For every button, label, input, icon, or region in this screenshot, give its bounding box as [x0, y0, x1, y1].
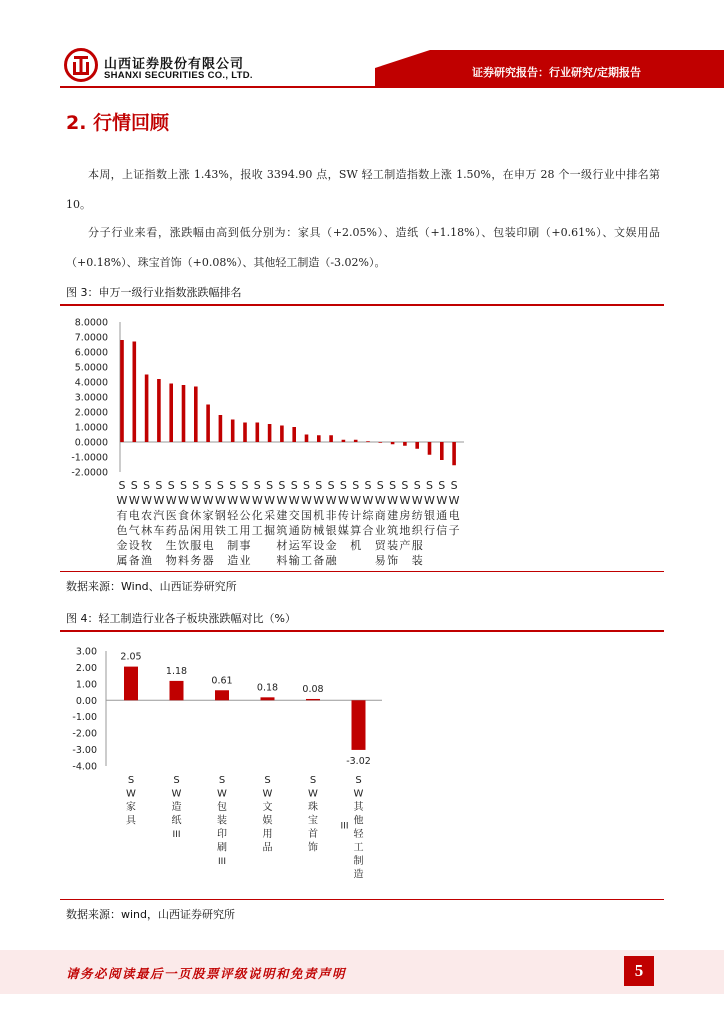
bar: [415, 442, 419, 449]
section-title: 2. 行情回顾: [66, 112, 170, 134]
bar: [379, 442, 383, 443]
x-tick-label: S W 文娱用品: [262, 775, 273, 854]
x-tick-label: S W 机械设备: [313, 479, 325, 567]
x-tick-label: S W 综合: [362, 479, 374, 537]
paragraph-1: [66, 160, 660, 220]
x-tick-label: S W 包装印刷 III: [217, 775, 227, 867]
x-tick-label: S W 珠宝首饰: [308, 775, 318, 854]
y-tick-label: 2.00: [75, 662, 97, 674]
data-label: 1.18: [165, 665, 188, 677]
figure-4-top-rule: [60, 630, 664, 632]
figure-3-top-rule: [60, 304, 664, 306]
y-tick-label: -1.0000: [71, 452, 108, 464]
x-tick-label: S W 银行: [424, 479, 435, 537]
paragraph-1-text: 本周，上证指数上涨 1.43%，报收 3394.90 点，SW 轻工制造指数上涨 1.50%，在申万 28 个一级行业中排名第 10。: [66, 168, 660, 211]
figure-4-title: 图 4：轻工制造行业各子板块涨跌幅对比（%）: [66, 612, 296, 625]
x-tick-label: S W 家用电器: [202, 479, 214, 567]
data-label: 0.61: [211, 675, 233, 687]
y-tick-label: 6.0000: [74, 347, 108, 359]
bar: [170, 681, 184, 700]
bar: [169, 384, 173, 443]
x-tick-label: S W 纺织服装: [411, 479, 423, 567]
figure-3-title: 图 3：申万一级行业指数涨跌幅排名: [66, 286, 242, 299]
x-tick-label: S W 休闲服务: [190, 479, 202, 567]
x-tick-label: S W 其他轻工制造III: [340, 775, 364, 881]
bar: [329, 435, 333, 442]
figure-3-source: 数据来源：Wind、山西证券研究所: [66, 580, 237, 593]
x-tick-label: S W 汽车: [153, 479, 165, 537]
bar: [452, 442, 456, 465]
bar: [354, 440, 358, 442]
report-type: 证券研究报告：行业研究/定期报告: [472, 66, 642, 79]
data-label: 2.05: [120, 651, 142, 663]
y-tick-label: 0.0000: [74, 437, 108, 449]
sub-sector-chart: [60, 636, 664, 898]
x-tick-label: S W 公用事业: [239, 479, 251, 567]
x-tick-label: S W 电子: [448, 479, 460, 537]
bar: [124, 667, 138, 701]
bar: [231, 420, 235, 443]
x-tick-label: S W 化工: [251, 479, 263, 537]
y-tick-label: 8.0000: [74, 317, 108, 329]
page-header: [0, 0, 724, 92]
x-tick-label: S W 有色金属: [116, 479, 128, 567]
paragraph-2: [66, 218, 660, 278]
figure-4-bottom-rule: [60, 899, 664, 900]
y-tick-label: 7.0000: [74, 332, 108, 344]
bar: [206, 405, 210, 443]
x-tick-label: S W 交通运输: [288, 479, 300, 567]
x-tick-label: S W 商业贸易: [374, 479, 386, 567]
x-tick-label: S W 房地产: [399, 479, 411, 552]
x-tick-label: S W 农林牧渔: [141, 479, 153, 567]
company-name-cn: 山西证券股份有限公司: [104, 57, 245, 72]
page-footer: [0, 950, 724, 994]
bar: [145, 375, 149, 443]
figure-4-source: 数据来源：wind，山西证券研究所: [66, 908, 236, 921]
bar: [219, 415, 223, 442]
bar: [280, 426, 284, 443]
x-tick-label: S W 传媒: [337, 479, 349, 537]
footer-disclaimer: 请务必阅读最后一页股票评级说明和免责声明: [66, 966, 347, 981]
bar: [428, 442, 432, 455]
company-name-en: SHANXI SECURITIES CO., LTD.: [104, 70, 253, 81]
data-label: 0.18: [256, 682, 279, 694]
y-tick-label: 3.0000: [74, 392, 108, 404]
bar: [157, 379, 161, 442]
data-label: 0.08: [302, 683, 324, 695]
bar: [243, 423, 247, 443]
bar: [133, 342, 137, 443]
x-tick-label: S W 轻工制造: [227, 479, 239, 567]
x-tick-label: S W 国防军工: [301, 479, 312, 567]
bar: [403, 442, 407, 446]
y-tick-label: 5.0000: [74, 362, 108, 374]
bar: [268, 424, 272, 442]
x-tick-label: S W 钢铁: [214, 479, 226, 537]
bar: [194, 387, 198, 443]
x-tick-label: S W 计算机: [350, 479, 362, 552]
bar: [366, 441, 370, 442]
y-tick-label: -2.0000: [71, 467, 108, 479]
bar: [305, 435, 309, 443]
bar: [256, 423, 260, 443]
x-tick-label: S W 造纸 III: [171, 775, 182, 840]
bar: [391, 442, 395, 444]
paragraph-2-text: 分子行业来看，涨跌幅由高到低分别为：家具（+2.05%）、造纸（+1.18%）、包装印刷（+0.61%）、文娱用品（+0.18%）、珠宝首饰（+0.08%）、其他轻工制造（-3.02%）。: [66, 226, 660, 269]
bar: [215, 690, 229, 700]
page-number: 5: [624, 956, 654, 986]
y-tick-label: -3.00: [72, 745, 97, 757]
x-tick-label: S W 家具: [126, 775, 136, 827]
y-tick-label: -2.00: [72, 728, 97, 740]
bar: [120, 340, 124, 442]
x-tick-label: S W 医药生物: [165, 479, 177, 567]
y-tick-label: -1.00: [72, 712, 97, 724]
bar: [342, 440, 346, 442]
bar: [317, 435, 321, 442]
bar: [440, 442, 444, 460]
data-label: -3.02: [346, 755, 371, 767]
industry-ranking-chart: [60, 308, 664, 570]
x-tick-label: S W 建筑材料: [276, 479, 288, 567]
y-tick-label: 0.00: [75, 695, 97, 707]
x-tick-label: S W 通信: [436, 479, 448, 537]
figure-3-bottom-rule: [60, 571, 664, 572]
bar: [352, 700, 366, 750]
y-tick-label: 2.0000: [74, 407, 108, 419]
x-tick-label: S W 电气设备: [128, 479, 140, 567]
y-tick-label: 4.0000: [74, 377, 108, 389]
y-tick-label: 3.00: [75, 646, 97, 658]
y-tick-label: -4.00: [72, 761, 97, 773]
y-tick-label: 1.0000: [74, 422, 108, 434]
x-tick-label: S W 食品饮料: [178, 479, 189, 567]
x-tick-label: S W 建筑装饰: [387, 479, 399, 567]
x-tick-label: S W 采掘: [264, 479, 276, 537]
bar: [306, 699, 320, 700]
y-tick-label: 1.00: [75, 679, 97, 691]
bar: [261, 697, 275, 700]
bar: [182, 385, 186, 442]
x-tick-label: S W 非银金融: [325, 479, 337, 567]
bar: [292, 427, 296, 442]
